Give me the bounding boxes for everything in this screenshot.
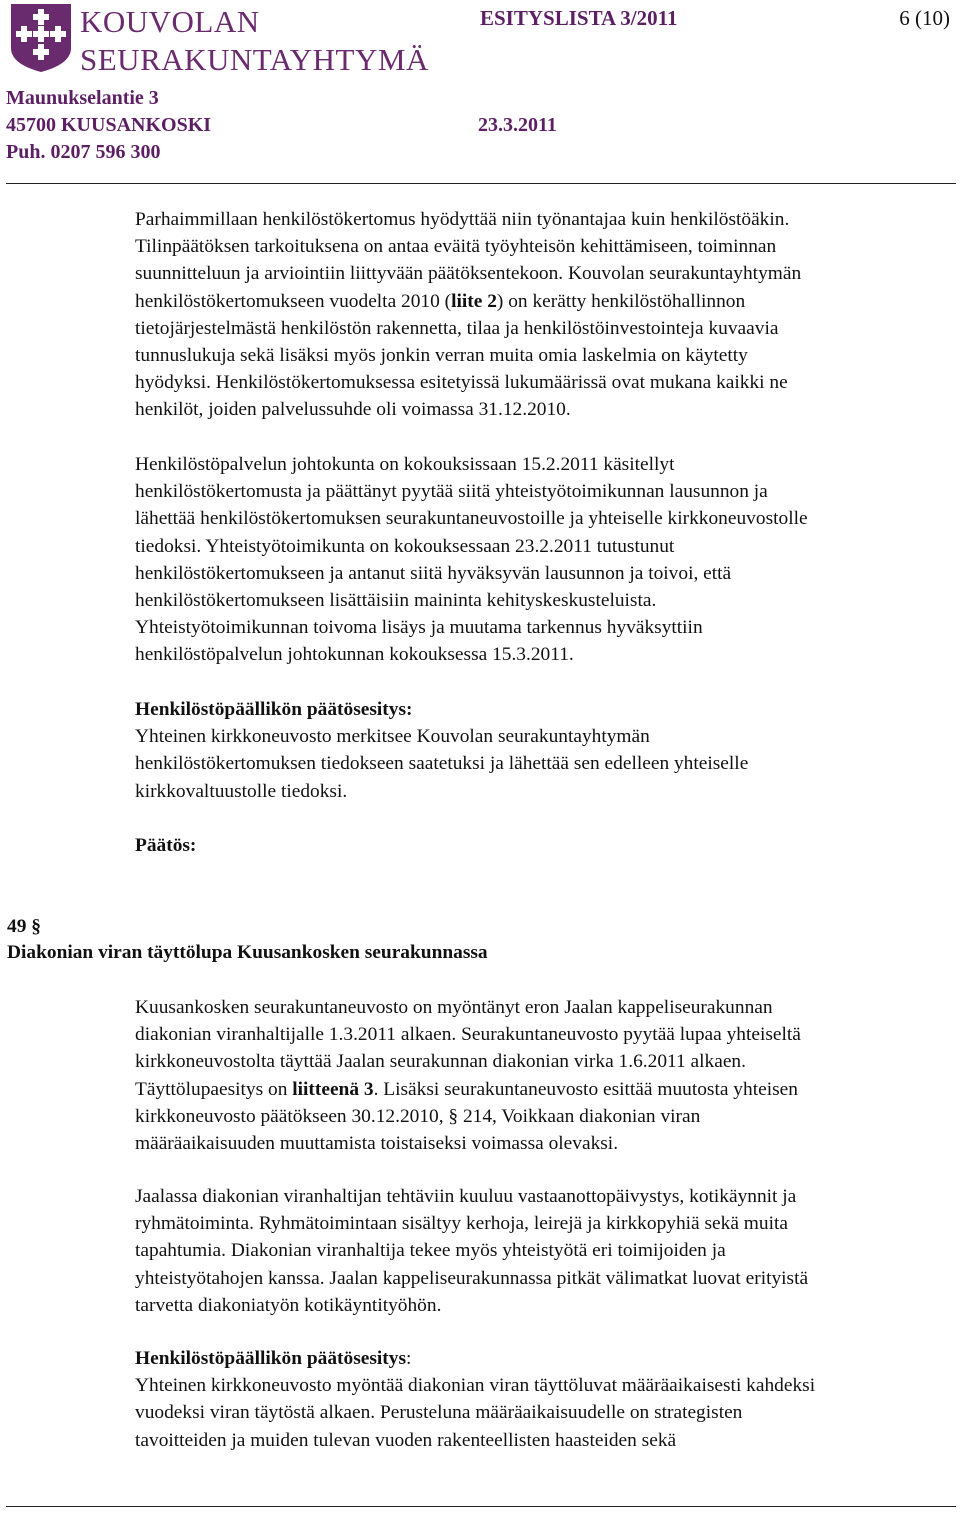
- text-line: henkilöstökertomukseen vuodelta 2010 (liite 2) on kerätty henkilöstöhallinnon: [135, 290, 746, 312]
- text-line: kirkkoneuvostolta täyttää Jaalan seurakunnan diakonian virka 1.6.2011 alkaen.: [135, 1051, 746, 1073]
- text-line: vuodeksi viran täytöstä alkaen. Perusteluna määräaikaisuudelle on strategisten: [135, 1402, 743, 1424]
- text-line: tapahtumia. Diakonian viranhaltija tekee myös yhteistyötä eri toimijoiden ja: [135, 1240, 726, 1262]
- text-line: hyödyksi. Henkilöstökertomuksessa esitetyissä lukumäärissä ovat mukana kaikki ne: [135, 372, 788, 394]
- text-line: henkilöstökertomusta ja päättänyt pyytää siitä yhteistyötoimikunnan lausunnon ja: [135, 481, 768, 503]
- proposal-heading: Henkilöstöpäällikön päätösesitys: [135, 1348, 406, 1369]
- section-title: Diakonian viran täyttölupa Kuusankosken seurakunnassa: [7, 942, 488, 963]
- proposal-heading-line: Henkilöstöpäällikön päätösesitys:: [135, 1348, 412, 1369]
- address-city: 45700 KUUSANKOSKI: [6, 114, 212, 136]
- paragraph-diaconia-duties: [135, 1183, 960, 1319]
- organization-name-line1: KOUVOLAN: [80, 4, 260, 39]
- document-date: 23.3.2011: [478, 114, 557, 136]
- paragraph-board-handling: [135, 451, 960, 669]
- text-line: Henkilöstöpalvelun johtokunta on kokouksissaan 15.2.2011 käsitellyt: [135, 454, 675, 475]
- text-line: diakonian viranhaltijalle 1.3.2011 alkaen. Seurakuntaneuvosto pyytää lupaa yhteiseltä: [135, 1024, 801, 1046]
- decision-heading: Päätös:: [135, 835, 197, 856]
- text-line: kirkkoneuvosto päätökseen 30.12.2010, § 214, Voikkaan diakonian viran: [135, 1105, 701, 1127]
- paragraph-personnel-report: [135, 206, 960, 424]
- church-cross-logo: [8, 4, 74, 72]
- paragraph-resignation: [135, 994, 960, 1157]
- text-line: Yhteinen kirkkoneuvosto merkitsee Kouvolan seurakuntayhtymän: [135, 726, 650, 748]
- text-line: Parhaimmillaan henkilöstökertomus hyödyttää niin työnantajaa kuin henkilöstöäkin.: [135, 209, 790, 230]
- text-line: henkilöstökertomuksen tiedokseen saatetuksi ja lähettää sen edelleen yhteiselle: [135, 753, 749, 775]
- text-line: Jaalassa diakonian viranhaltijan tehtäviin kuuluu vastaanottopäivystys, kotikäynnit ja: [135, 1186, 797, 1207]
- proposal-personnel-report: [135, 696, 960, 805]
- page-number: 6 (10): [899, 6, 950, 30]
- text-line: Yhteistyötoimikunnan toivoma lisäys ja muutama tarkennus hyväksyttiin: [135, 617, 703, 639]
- header-divider: [6, 183, 956, 184]
- attachment-reference: liite 2: [451, 290, 497, 312]
- text-line: tavoitteiden ja muiden tulevan vuoden rakenteellisten haasteiden sekä: [135, 1429, 677, 1451]
- address-street: Maunukselantie 3: [6, 87, 159, 109]
- text-line: ryhmätoiminta. Ryhmätoimintaan sisältyy kerhoja, leirejä ja kirkkopyhiä sekä muita: [135, 1213, 788, 1235]
- proposal-heading: Henkilöstöpäällikön päätösesitys:: [135, 699, 413, 720]
- text-line: henkilöstöpalvelun johtokunnan kokouksessa 15.3.2011.: [135, 644, 574, 666]
- text-line: määräaikaisuuden muuttamista toistaiseksi voimassa olevaksi.: [135, 1133, 619, 1155]
- text-line: lähettää henkilöstökertomuksen seurakuntaneuvostoille ja yhteiselle kirkkoneuvostolle: [135, 508, 808, 530]
- footer-divider: [6, 1506, 956, 1507]
- text-line: suunnitteluun ja arviointiin liittyvään päätöksentekoon. Kouvolan seurakuntayhtymän: [135, 263, 802, 285]
- text-line: tarvetta diakoniatyön kotikäyntityöhön.: [135, 1294, 442, 1316]
- organization-name-line2: SEURAKUNTAYHTYMÄ: [80, 42, 429, 77]
- text-line: kirkkovaltuustolle tiedoksi.: [135, 780, 348, 802]
- decision-block: [135, 832, 960, 859]
- text-line: henkilöt, joiden palvelussuhde oli voimassa 31.12.2010.: [135, 399, 571, 421]
- text-line: tunnuslukuja sekä lisäksi myös jonkin verran muita omia laskelmia on käytetty: [135, 345, 748, 367]
- text-line: Tilinpäätöksen tarkoituksena on antaa eväitä työyhteisön kehittämiseen, toiminnan: [135, 236, 777, 258]
- text-line: henkilöstökertomukseen lisättäisiin maininta kehityskeskusteluista.: [135, 590, 657, 612]
- text-line: tietojärjestelmästä henkilöstön rakennetta, tilaa ja henkilöstöinvestointeja kuvaavia: [135, 317, 779, 339]
- text-line: Yhteinen kirkkoneuvosto myöntää diakonian viran täyttöluvat määräaikaisesti kahdeksi: [135, 1375, 816, 1397]
- proposal-diaconia: [135, 1345, 960, 1454]
- text-line: yhteistyötahojen kanssa. Jaalan kappeliseurakunnassa pitkät välimatkat luovat erityistä: [135, 1267, 809, 1289]
- section-number: 49 §: [7, 916, 41, 937]
- attachment-reference: liitteenä 3: [292, 1078, 374, 1100]
- text-line: Kuusankosken seurakuntaneuvosto on myöntänyt eron Jaalan kappeliseurakunnan: [135, 997, 773, 1018]
- phone-number: Puh. 0207 596 300: [6, 141, 161, 163]
- text-line: Täyttölupaesitys on liitteenä 3. Lisäksi seurakuntaneuvosto esittää muutosta yhteisen: [135, 1078, 798, 1100]
- document-title: ESITYSLISTA 3/2011: [480, 6, 678, 30]
- text-line: henkilöstökertomukseen ja antanut siitä hyväksyvän lausunnon ja toivoi, että: [135, 562, 732, 584]
- text-line: tiedoksi. Yhteistyötoimikunta on kokouksessaan 23.2.2011 tutustunut: [135, 535, 675, 557]
